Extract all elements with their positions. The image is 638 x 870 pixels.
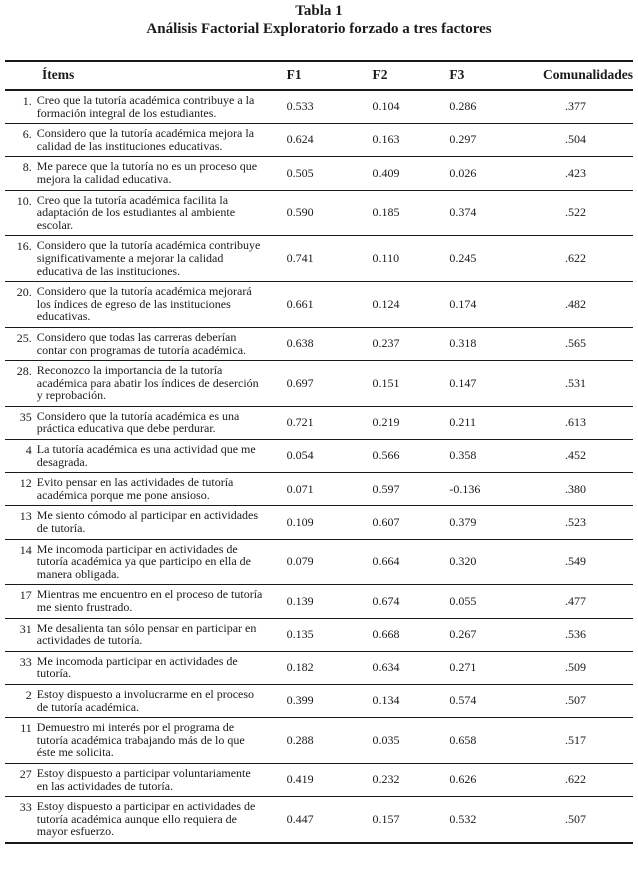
f1-value: 0.697	[286, 375, 314, 390]
f2-value: 0.157	[372, 811, 400, 826]
header-f2: F2	[372, 67, 388, 83]
f1-value: 0.505	[286, 165, 314, 180]
f2-value: 0.104	[372, 99, 400, 114]
f3-value: 0.626	[449, 772, 477, 787]
f2-value: 0.232	[372, 772, 400, 787]
f2-value: 0.668	[372, 626, 400, 641]
f2-value: 0.151	[372, 375, 400, 390]
communality-value: .622	[564, 772, 586, 787]
communality-value: .423	[564, 165, 586, 180]
item-number: 27	[19, 766, 32, 781]
item-text: Estoy dispuesto a involucrarme en el proceso de tutoría académica.	[36, 686, 255, 714]
f3-value: 0.297	[449, 132, 477, 147]
f3-value: 0.267	[449, 626, 477, 641]
f3-value: 0.174	[449, 296, 477, 311]
item-text: Demuestro mi interés por el programa de tutoría académica trabajando más de lo que éste me solicita.	[36, 720, 245, 760]
communality-value: .613	[564, 415, 586, 430]
f1-value: 0.419	[286, 772, 314, 787]
f2-value: 0.124	[372, 296, 400, 311]
f1-value: 0.399	[286, 693, 314, 708]
f2-value: 0.634	[372, 660, 400, 675]
item-text: Considero que la tutoría académica mejorará los índices de egreso de las instituciones educativas.	[36, 284, 252, 324]
item-number: 33	[19, 654, 32, 669]
f1-value: 0.533	[286, 99, 314, 114]
communality-value: .482	[564, 296, 586, 311]
f3-value: 0.055	[449, 593, 477, 608]
communality-value: .377	[564, 99, 586, 114]
item-number: 14	[19, 542, 32, 557]
item-text: Estoy dispuesto a participar en actividades de tutoría académica aunque ello requiera de mayor esfuerzo.	[36, 799, 256, 839]
table-row	[5, 506, 633, 539]
f3-value: 0.147	[449, 375, 477, 390]
f2-value: 0.409	[372, 165, 400, 180]
table-title: Análisis Factorial Exploratorio forzado a tres factores	[146, 21, 492, 37]
f2-value: 0.664	[372, 554, 400, 569]
f3-value: 0.532	[449, 811, 477, 826]
table-row	[5, 618, 633, 651]
f1-value: 0.135	[286, 626, 314, 641]
f1-value: 0.109	[286, 514, 314, 529]
f1-value: 0.661	[286, 296, 314, 311]
communality-value: .622	[564, 250, 586, 265]
f1-value: 0.721	[286, 415, 314, 430]
item-number: 4	[25, 443, 32, 458]
item-number: 6.	[22, 127, 32, 142]
item-number: 28.	[16, 364, 32, 379]
table-row	[5, 236, 633, 282]
f3-value: 0.358	[449, 448, 477, 463]
f2-value: 0.134	[372, 693, 400, 708]
communality-value: .452	[564, 448, 586, 463]
table-body	[5, 90, 633, 843]
item-text: Mientras me encuentro en el proceso de tutoría me siento frustrado.	[36, 587, 263, 614]
item-number: 35	[19, 409, 32, 424]
f3-value: 0.286	[449, 99, 477, 114]
f1-value: 0.054	[286, 448, 314, 463]
item-number: 25.	[16, 330, 32, 345]
communality-value: .531	[564, 375, 586, 390]
communality-value: .517	[564, 732, 586, 747]
f2-value: 0.163	[372, 132, 400, 147]
f3-value: 0.245	[449, 250, 477, 265]
item-number: 20.	[16, 285, 32, 300]
table-row	[5, 406, 633, 439]
f3-value: 0.379	[449, 514, 477, 529]
f3-value: 0.320	[449, 554, 477, 569]
table-row	[5, 190, 633, 236]
communality-value: .507	[564, 811, 586, 826]
communality-value: .504	[564, 132, 586, 147]
communality-value: .380	[564, 481, 586, 496]
table-row	[5, 90, 633, 124]
f3-value: 0.026	[449, 165, 477, 180]
item-text: Me incomoda participar en actividades de tutoría académica ya que participo en ella de manera obligada.	[36, 541, 252, 581]
f2-value: 0.566	[372, 448, 400, 463]
table-row	[5, 797, 633, 843]
f1-value: 0.071	[286, 481, 314, 496]
f1-value: 0.741	[286, 250, 314, 265]
item-text: Reconozco la importancia de la tutoría académica para abatir los índices de deserción y reprobación.	[36, 363, 259, 403]
item-number: 1.	[22, 94, 32, 108]
f3-value: 0.574	[449, 693, 477, 708]
item-text: Estoy dispuesto a participar voluntariamente en las actividades de tutoría.	[36, 765, 251, 793]
item-text: Considero que la tutoría académica contribuye significativamente a mejorar la calidad educativa de las instituciones.	[36, 238, 261, 278]
item-text: Considero que todas las carreras deberían contar con programas de tutoría académica.	[36, 329, 247, 357]
communality-value: .523	[564, 514, 586, 529]
f2-value: 0.110	[372, 250, 400, 265]
header-f3: F3	[449, 67, 465, 83]
header-row	[5, 61, 633, 90]
item-number: 17	[19, 588, 32, 603]
table-row	[5, 684, 633, 717]
communality-value: .549	[564, 554, 586, 569]
item-number: 31	[19, 621, 32, 636]
item-number: 10.	[16, 193, 32, 208]
item-text: Me parece que la tutoría no es un proceso que mejora la calidad educativa.	[36, 159, 258, 186]
f2-value: 0.219	[372, 415, 400, 430]
f3-value: 0.374	[449, 205, 477, 220]
item-text: Me siento cómodo al participar en actividades de tutoría.	[36, 508, 259, 536]
item-text: Creo que la tutoría académica contribuye a la formación integral de los estudiantes.	[36, 93, 255, 120]
item-number: 33	[19, 800, 32, 815]
item-text: Me desalienta tan sólo pensar en participar en actividades de tutoría.	[36, 620, 257, 648]
communality-value: .507	[564, 693, 586, 708]
item-text: Considero que la tutoría académica es una práctica educativa que debe perdurar.	[36, 408, 240, 436]
table-row	[5, 440, 633, 473]
table-row	[5, 473, 633, 506]
communality-value: .565	[564, 336, 586, 351]
f1-value: 0.638	[286, 336, 314, 351]
table-row	[5, 124, 633, 157]
item-number: 2	[25, 687, 32, 702]
f2-value: 0.607	[372, 514, 400, 529]
communality-value: .522	[564, 205, 586, 220]
f1-value: 0.447	[286, 811, 314, 826]
table-row	[5, 651, 633, 684]
f1-value: 0.139	[286, 593, 314, 608]
item-number: 16.	[16, 239, 32, 254]
table-number: Tabla 1	[295, 3, 343, 19]
table-row	[5, 361, 633, 407]
f1-value: 0.624	[286, 132, 314, 147]
item-number: 11	[20, 721, 32, 736]
item-number: 13	[19, 509, 32, 524]
table-row	[5, 585, 633, 618]
table-row	[5, 539, 633, 585]
item-text: Considero que la tutoría académica mejora la calidad de las instituciones educativas.	[36, 126, 255, 153]
table-row	[5, 327, 633, 360]
f2-value: 0.597	[372, 481, 400, 496]
f3-value: 0.211	[449, 415, 476, 430]
header-communalities: Comunalidades	[542, 67, 633, 83]
f2-value: 0.237	[372, 336, 400, 351]
f3-value: 0.271	[449, 660, 477, 675]
f3-value: 0.658	[449, 732, 477, 747]
item-text: Evito pensar en las actividades de tutoría académica porque me pone ansioso.	[36, 475, 234, 502]
f1-value: 0.079	[286, 554, 314, 569]
f2-value: 0.035	[372, 732, 400, 747]
item-text: Creo que la tutoría académica facilita la adaptación de los estudiantes al ambiente escolar.	[36, 192, 236, 232]
factor-analysis-table	[5, 60, 633, 844]
table-row	[5, 718, 633, 764]
f1-value: 0.288	[286, 732, 314, 747]
table-row	[5, 157, 633, 190]
f2-value: 0.674	[372, 593, 400, 608]
f2-value: 0.185	[372, 205, 400, 220]
table-row	[5, 763, 633, 796]
item-text: La tutoría académica es una actividad que me desagrada.	[36, 442, 256, 469]
f1-value: 0.182	[286, 660, 314, 675]
communality-value: .477	[564, 593, 586, 608]
f3-value: 0.318	[449, 336, 477, 351]
table-row	[5, 282, 633, 328]
f3-value: -0.136	[449, 481, 481, 496]
communality-value: .509	[564, 660, 586, 675]
header-f1: F1	[286, 67, 302, 83]
item-text: Me incomoda participar en actividades de tutoría.	[36, 653, 238, 681]
item-number: 12	[19, 476, 32, 491]
item-number: 8.	[22, 160, 32, 175]
f1-value: 0.590	[286, 205, 314, 220]
communality-value: .536	[564, 626, 586, 641]
header-items: Ítems	[42, 67, 75, 83]
